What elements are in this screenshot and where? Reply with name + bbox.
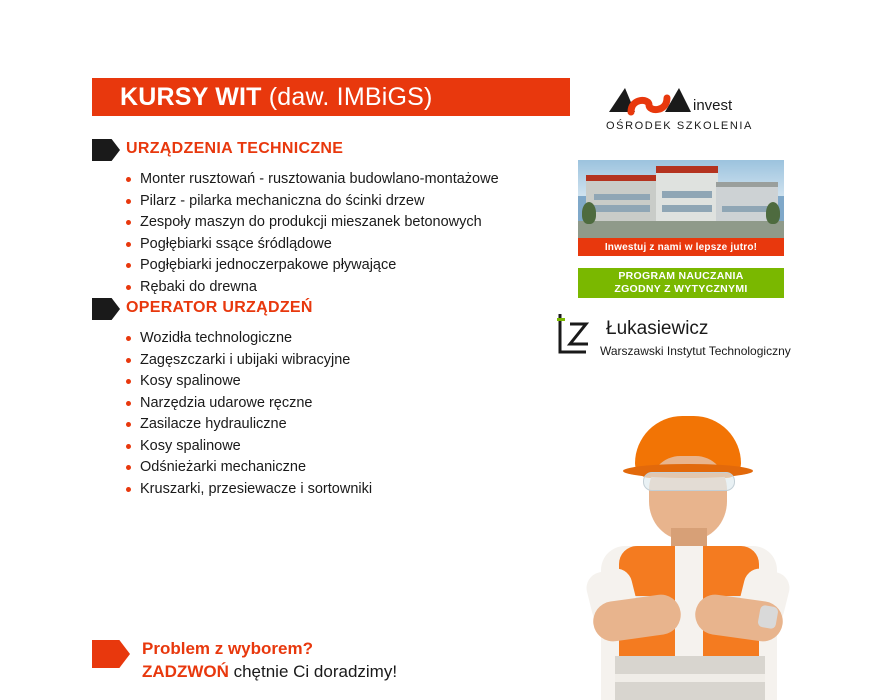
list-item[interactable]: Rębaki do drewna [126,277,499,299]
page-title [92,83,433,112]
course-list-urzadzenia [92,169,499,298]
asm-logo-subtitle: OŚRODEK SZKOLENIA [605,120,753,132]
worker-pants-stripe [615,674,765,682]
arrow-marker-icon [92,139,120,161]
photo-window [662,205,712,212]
section-urzadzenia-techniczne [92,139,499,298]
list-item[interactable]: Kosy spalinowe [126,371,372,393]
lukasiewicz-name: Łukasiewicz [606,318,709,339]
worker-goggles [643,472,735,491]
building-photo [578,160,784,238]
lukasiewicz-mark-icon [556,312,600,356]
list-item[interactable]: Zespoły maszyn do produkcji mieszanek betonowych [126,212,499,234]
list-item[interactable]: Kosy spalinowe [126,436,372,458]
asm-logo-mark-icon [597,84,762,118]
list-item[interactable]: Monter rusztowań - rusztowania budowlano-montażowe [126,169,499,191]
svg-text:invest: invest [692,97,732,114]
footer-call-rest: chętnie Ci doradzimy! [228,662,398,681]
list-item[interactable]: Pogłębiarki ssące śródlądowe [126,234,499,256]
page-title-light: (daw. IMBiGS) [268,82,433,111]
arrow-marker-icon [92,298,120,320]
photo-ground [578,221,784,238]
program-band [578,268,784,298]
photo-window [594,205,650,212]
course-list-operator [92,328,372,500]
photo-window [594,194,650,200]
footer-call-to-action [142,662,397,682]
list-item[interactable]: Wozidła technologiczne [126,328,372,350]
list-item[interactable]: Pogłębiarki jednoczerpakowe pływające [126,255,499,277]
section-title: URZĄDZENIA TECHNICZNE [126,140,344,157]
section-title: OPERATOR URZĄDZEŃ [126,299,313,316]
footer-question: Problem z wyborem? [142,639,313,658]
asm-invest-logo [597,84,762,146]
lukasiewicz-subtitle: Warszawski Instytut Technologiczny [600,344,791,358]
list-item[interactable]: Pilarz - pilarka mechaniczna do ścinki drzew [126,191,499,213]
section-operator-urzadzen [92,298,372,500]
list-item[interactable]: Zagęszczarki i ubijaki wibracyjne [126,350,372,372]
footer-call-label: ZADZWOŃ [142,662,229,681]
list-item[interactable]: Odśnieżarki mechaniczne [126,457,372,479]
photo-window [662,191,712,198]
photo-tree [582,202,596,224]
section-header [92,298,372,320]
footer-arrow-icon [92,640,130,668]
section-header [92,139,499,161]
slogan-ribbon: Inwestuj z nami w lepsze jutro! [578,238,784,256]
header-banner [92,78,570,116]
page-title-strong: KURSY WIT [120,82,262,111]
program-band-line2: ZGODNY Z WYTYCZNYMI [614,283,748,295]
list-item[interactable]: Narzędzia udarowe ręczne [126,393,372,415]
program-band-line1: PROGRAM NAUCZANIA [618,270,744,282]
worker-photo [563,410,813,700]
list-item[interactable]: Zasilacze hydrauliczne [126,414,372,436]
list-item[interactable]: Kruszarki, przesiewacze i sortowniki [126,479,372,501]
photo-tree [766,202,780,224]
photo-window [722,206,772,212]
